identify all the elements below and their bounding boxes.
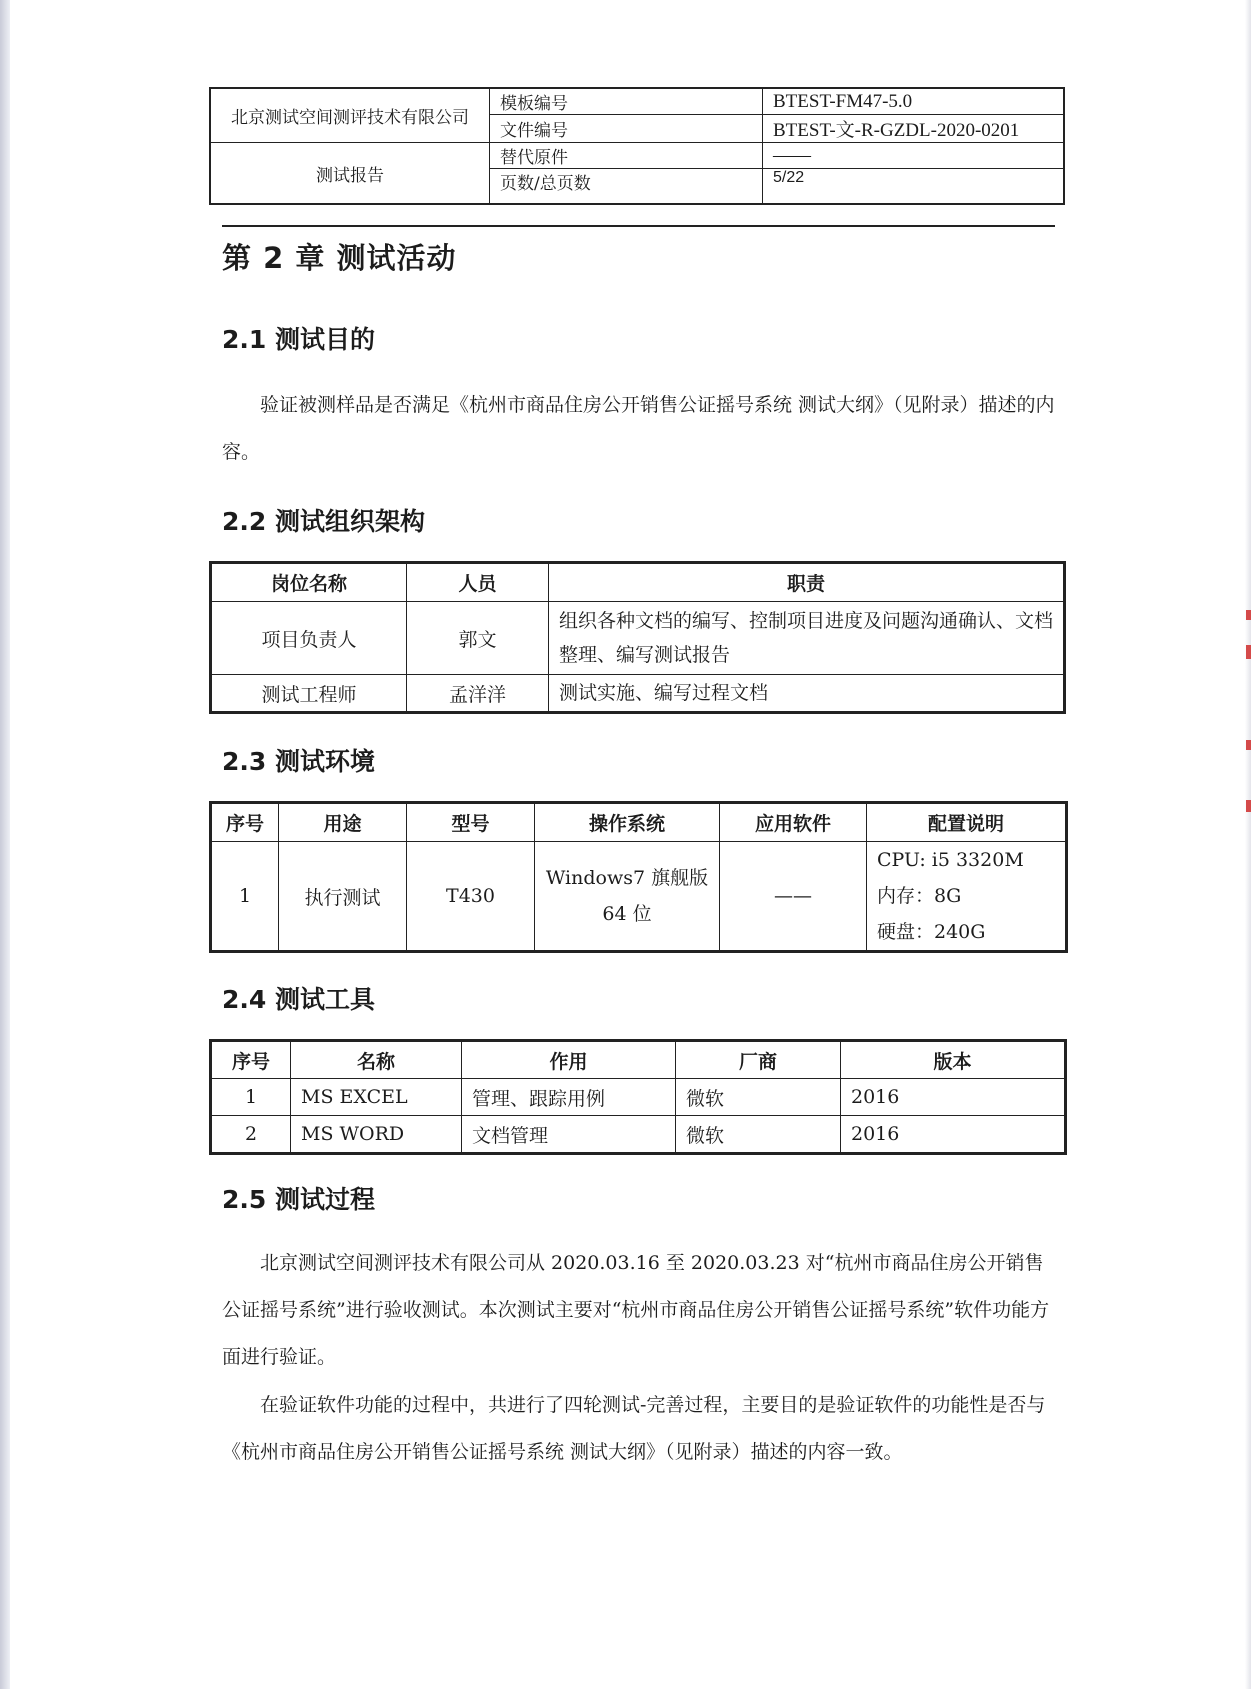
test-tools-table — [209, 1039, 1067, 1155]
section-title-2-1: 2.1 测试目的 — [222, 325, 375, 354]
table-row — [211, 602, 1065, 675]
row-number: 2 — [211, 1116, 291, 1154]
table-header-row — [211, 803, 1067, 842]
header-label: 文件编号 — [490, 115, 763, 143]
tool-version: 2016 — [841, 1079, 1066, 1116]
role-cell: 测试工程师 — [211, 675, 407, 713]
column-header: 人员 — [407, 563, 549, 602]
scan-red-marks — [1245, 600, 1251, 830]
column-header: 应用软件 — [720, 803, 867, 842]
tool-purpose: 文档管理 — [462, 1116, 676, 1154]
config-cell — [867, 842, 1067, 952]
column-header: 职责 — [549, 563, 1065, 602]
column-header: 配置说明 — [867, 803, 1067, 842]
section-title-2-5: 2.5 测试过程 — [222, 1185, 375, 1214]
column-header: 用途 — [279, 803, 407, 842]
software-cell: —— — [720, 842, 867, 952]
table-row — [211, 1079, 1066, 1116]
os-bits: 64 位 — [602, 903, 652, 925]
table-row — [211, 1116, 1066, 1154]
tool-vendor: 微软 — [676, 1116, 841, 1154]
tool-name: MS WORD — [291, 1116, 462, 1154]
process-text-1: 北京测试空间测评技术有限公司从 2020.03.16 至 2020.03.23 对“杭州市商品住房公开销售公证摇号系统”进行验收测试。本次测试主要对“杭州市商品住房公开销售公证摇号系统”软件功能方面进行验证。 — [222, 1252, 1050, 1368]
os-name: Windows7 旗舰版 — [545, 867, 709, 889]
duty-cell: 组织各种文档的编写、控制项目进度及问题沟通确认、文档整理、编写测试报告 — [549, 602, 1065, 675]
column-header: 作用 — [462, 1041, 676, 1079]
chapter-title: 第 2 章 测试活动 — [222, 241, 457, 275]
duty-cell: 测试实施、编写过程文档 — [549, 675, 1065, 713]
page-count: 5/22 — [763, 169, 1065, 205]
config-disk: 硬盘：240G — [877, 921, 986, 943]
column-header: 序号 — [211, 1041, 291, 1079]
tool-name: MS EXCEL — [291, 1079, 462, 1116]
scan-edge-right — [1245, 0, 1251, 1689]
tool-purpose: 管理、跟踪用例 — [462, 1079, 676, 1116]
process-text-2: 在验证软件功能的过程中，共进行了四轮测试-完善过程，主要目的是验证软件的功能性是否与 《杭州市商品住房公开销售公证摇号系统 测试大纲》（见附录）描述的内容一致。 — [222, 1394, 1046, 1463]
section-title-2-4: 2.4 测试工具 — [222, 985, 375, 1014]
section-2-1-paragraph — [222, 382, 1057, 476]
column-header: 名称 — [291, 1041, 462, 1079]
header-label: 页数/总页数 — [490, 169, 763, 205]
column-header: 操作系统 — [535, 803, 720, 842]
header-label: 模板编号 — [490, 88, 763, 115]
tool-version: 2016 — [841, 1116, 1066, 1154]
scan-edge — [0, 0, 10, 1689]
purpose-text: 验证被测样品是否满足《杭州市商品住房公开销售公证摇号系统 测试大纲》（见附录）描述的内容。 — [222, 394, 1055, 463]
table-header-row — [211, 1041, 1066, 1079]
test-environment-table — [209, 801, 1068, 953]
row-number: 1 — [211, 1079, 291, 1116]
template-number: BTEST-FM47-5.0 — [763, 88, 1065, 115]
header-label: 替代原件 — [490, 143, 763, 169]
org-structure-table — [209, 561, 1066, 714]
column-header: 版本 — [841, 1041, 1066, 1079]
tool-vendor: 微软 — [676, 1079, 841, 1116]
config-cpu: CPU: i5 3320M — [877, 849, 1024, 871]
section-2-5-paragraph-2 — [222, 1382, 1057, 1476]
table-header-row — [211, 563, 1065, 602]
file-number: BTEST-文-R-GZDL-2020-0201 — [763, 115, 1065, 143]
replaces-original: —— — [763, 143, 1065, 169]
role-cell: 项目负责人 — [211, 602, 407, 675]
column-header: 岗位名称 — [211, 563, 407, 602]
use-cell: 执行测试 — [279, 842, 407, 952]
column-header: 厂商 — [676, 1041, 841, 1079]
table-row — [211, 842, 1067, 952]
report-type: 测试报告 — [210, 143, 490, 205]
os-cell — [535, 842, 720, 952]
model-cell: T430 — [407, 842, 535, 952]
row-number: 1 — [211, 842, 279, 952]
document-header-table — [209, 87, 1065, 205]
section-title-2-2: 2.2 测试组织架构 — [222, 507, 425, 536]
person-cell: 郭文 — [407, 602, 549, 675]
section-2-5-paragraph-1 — [222, 1240, 1057, 1381]
person-cell: 孟洋洋 — [407, 675, 549, 713]
section-title-2-3: 2.3 测试环境 — [222, 747, 375, 776]
column-header: 序号 — [211, 803, 279, 842]
company-name: 北京测试空间测评技术有限公司 — [210, 88, 490, 143]
column-header: 型号 — [407, 803, 535, 842]
table-row — [211, 675, 1065, 713]
header-divider — [222, 225, 1055, 227]
config-memory: 内存：8G — [877, 885, 962, 907]
